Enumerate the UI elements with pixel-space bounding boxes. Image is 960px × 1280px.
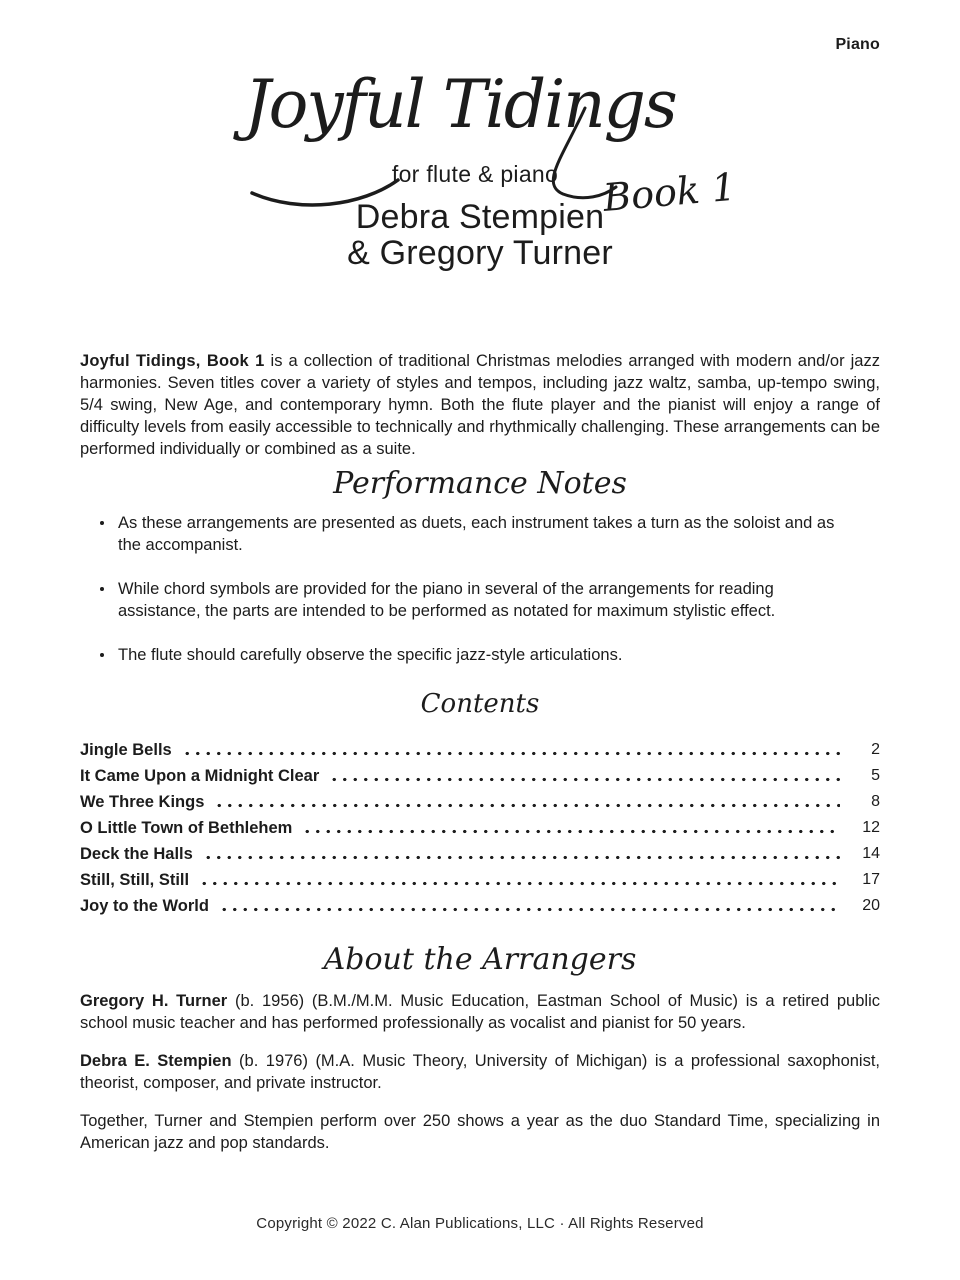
author-line-2: & Gregory Turner	[347, 234, 613, 272]
toc-row	[80, 864, 880, 890]
arranger-name-bold: Debra E. Stempien	[80, 1052, 232, 1070]
toc-entry-page-number: 17	[862, 871, 880, 888]
toc-entry-page-number: 12	[862, 819, 880, 836]
toc-entry-title: O Little Town of Bethlehem	[80, 819, 293, 837]
page-content	[80, 350, 880, 1154]
toc-entry-title: Jingle Bells	[80, 741, 172, 759]
toc-entry-title: Joy to the World	[80, 897, 209, 915]
title-header	[0, 0, 960, 350]
arranger-bio-paragraph	[80, 990, 880, 1034]
toc-row	[80, 786, 880, 812]
intro-paragraph	[80, 350, 880, 460]
toc-entry-title: Deck the Halls	[80, 845, 193, 863]
performance-note-item: While chord symbols are provided for the piano in several of the arrangements for reading assistance, the parts are intended to be performed as notated for maximum stylistic effect.	[80, 578, 858, 622]
intro-lead-bold: Joyful Tidings, Book 1	[80, 352, 265, 370]
performance-note-item: The flute should carefully observe the specific jazz-style articulations.	[80, 644, 858, 666]
arranger-name-bold: Gregory H. Turner	[80, 992, 228, 1010]
arranger-bio-paragraph	[80, 1110, 880, 1154]
performance-notes-list	[80, 512, 880, 666]
toc-row	[80, 734, 880, 760]
toc-dot-leader	[302, 829, 840, 834]
toc-row	[80, 838, 880, 864]
toc-dot-leader	[219, 907, 840, 912]
toc-entry-page-number: 20	[862, 897, 880, 914]
toc-dot-leader	[199, 881, 840, 886]
page-title: Joyful Tidings	[244, 66, 676, 143]
about-arrangers-section	[80, 990, 880, 1154]
toc-row	[80, 890, 880, 916]
performance-note-item: As these arrangements are presented as duets, each instrument takes a turn as the soloist and as the accompanist.	[80, 512, 858, 556]
about-arrangers-heading: About the Arrangers	[323, 942, 637, 977]
arranger-bio-text: (b. 1956) (B.M./M.M. Music Education, Eastman School of Music) is a retired public school music teacher and has performed professionally as vocalist and pianist for 50 years.	[80, 992, 880, 1032]
toc-row	[80, 812, 880, 838]
toc-entry-page-number: 8	[871, 793, 880, 810]
authors-block	[80, 199, 880, 271]
toc-dot-leader	[182, 751, 840, 756]
author-line-1: Debra Stempien	[355, 198, 605, 236]
arranger-bio-text: Together, Turner and Stempien perform over 250 shows a year as the duo Standard Time, specializing in American jazz and pop standards.	[80, 1112, 880, 1152]
toc-entry-title: We Three Kings	[80, 793, 205, 811]
toc-entry-title: It Came Upon a Midnight Clear	[80, 767, 320, 785]
toc-dot-leader	[214, 803, 840, 808]
arranger-bio-text: (b. 1976) (M.A. Music Theory, University of Michigan) is a professional saxophonist, theorist, composer, and private instructor.	[80, 1052, 881, 1092]
toc-dot-leader	[203, 855, 840, 860]
toc-entry-page-number: 5	[871, 767, 880, 784]
page-subtitle: for flute & piano	[391, 161, 559, 187]
toc-entry-page-number: 14	[862, 845, 880, 862]
copyright-footer: Copyright © 2022 C. Alan Publications, LLC · All Rights Reserved	[256, 1215, 704, 1232]
arranger-bio-paragraph	[80, 1050, 880, 1094]
toc-entry-page-number: 2	[871, 741, 880, 758]
table-of-contents	[80, 734, 880, 916]
toc-dot-leader	[329, 777, 840, 782]
part-label: Piano	[835, 36, 880, 53]
performance-notes-heading: Performance Notes	[333, 466, 627, 501]
book-number-label: Book 1	[601, 164, 738, 221]
toc-entry-title: Still, Still, Still	[80, 871, 190, 889]
contents-heading: Contents	[420, 689, 540, 719]
toc-row	[80, 760, 880, 786]
intro-text: is a collection of traditional Christmas melodies arranged with modern and/or jazz harmonies. Seven titles cover a variety of styles and tempos, including jazz waltz, samba, up-tempo swing, 5/4 swing, New Age, and contemporary hymn. Both the flute player and the pianist will enjoy a range of difficulty levels from easily accessible to technically and rhythmically challenging. These arrangements can be performed individually or combined as a suite.	[80, 352, 880, 458]
